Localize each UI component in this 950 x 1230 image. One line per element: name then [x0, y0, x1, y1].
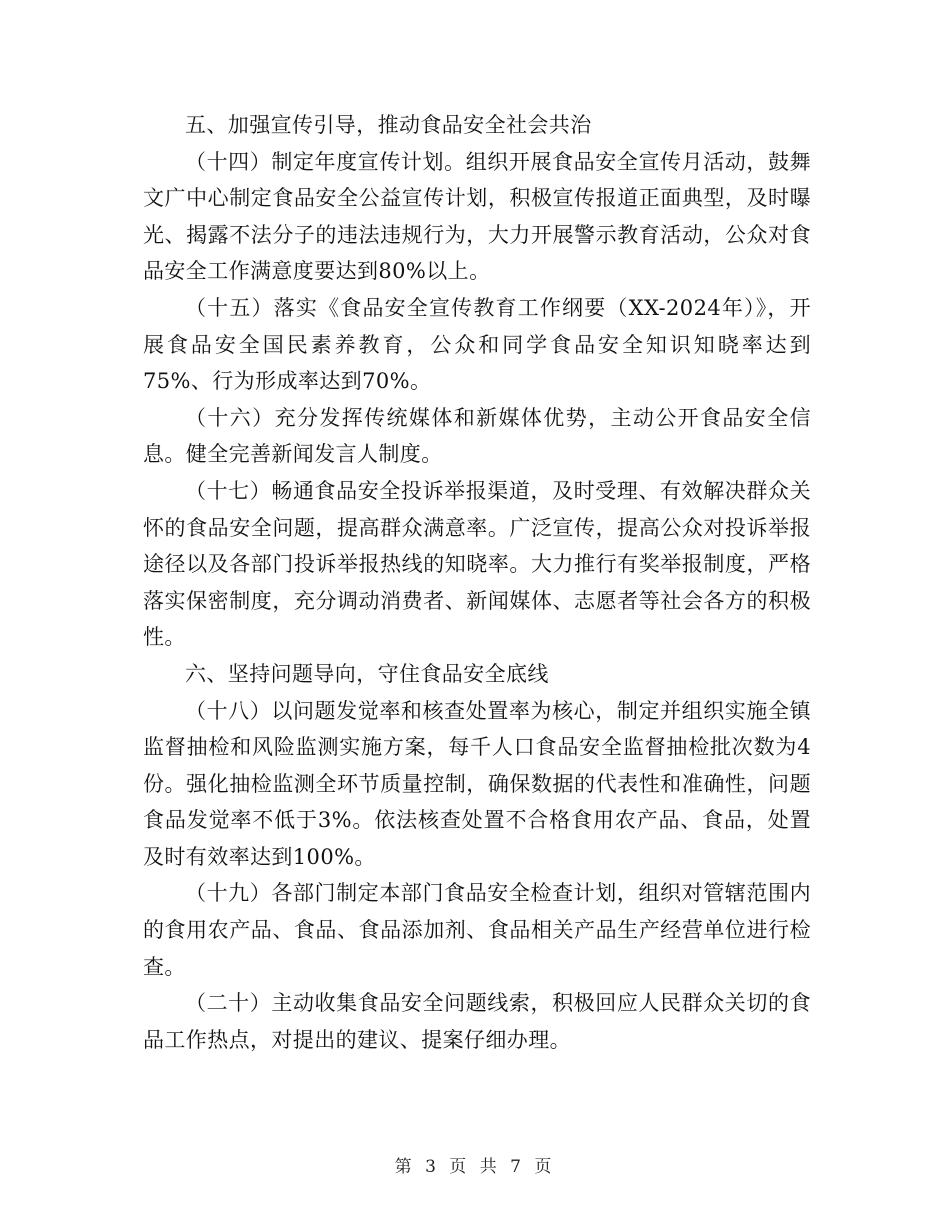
paragraph-19: （十九）各部门制定本部门食品安全检查计划，组织对管辖范围内的食用农产品、食品、食品添加剂、食品相关产品生产经营单位进行检查。: [143, 881, 811, 979]
paragraph-18: （十八）以问题发觉率和核查处置率为核心，制定并组织实施全镇监督抽检和风险监测实施方案，每千人口食品安全监督抽检批次数为4份。强化抽检监测全环节质量控制，确保数据的代表性和准确性，问题食品发觉率不低于3%。依法核查处置不合格食用农产品、食品，处置及时有效率达到100%。: [143, 698, 811, 869]
paragraph-17: （十七）畅通食品安全投诉举报渠道，及时受理、有效解决群众关怀的食品安全问题，提高群众满意率。广泛宣传，提高公众对投诉举报途径以及各部门投诉举报热线的知晓率。大力推行有奖举报制度，严格落实保密制度，充分调动消费者、新闻媒体、志愿者等社会各方的积极性。: [143, 478, 811, 650]
page-number-footer: 第 3 页 共 7 页: [394, 1157, 556, 1177]
section-heading-5: 五、加强宣传引导，推动食品安全社会共治: [185, 113, 592, 137]
section-heading-6: 六、坚持问题导向，守住食品安全底线: [185, 661, 549, 686]
paragraph-16: （十六）充分发挥传统媒体和新媒体优势，主动公开食品安全信息。健全完善新闻发言人制度。: [143, 405, 811, 467]
paragraph-15: （十五）落实《食品安全宣传教育工作纲要（XX-2024年）》，开展食品安全国民素养教育，公众和同学食品安全知识知晓率达到75%、行为形成率达到70%。: [143, 295, 811, 394]
paragraph-20: （二十）主动收集食品安全问题线索，积极回应人民群众关切的食品工作热点，对提出的建议、提案仔细办理。: [143, 991, 811, 1052]
document-body: [143, 107, 811, 1058]
paragraph-14: （十四）制定年度宣传计划。组织开展食品安全宣传月活动，鼓舞文广中心制定食品安全公益宣传计划，积极宣传报道正面典型，及时曝光、揭露不法分子的违法违规行为，大力开展警示教育活动，公众对食品安全工作满意度要达到80%以上。: [143, 149, 811, 284]
